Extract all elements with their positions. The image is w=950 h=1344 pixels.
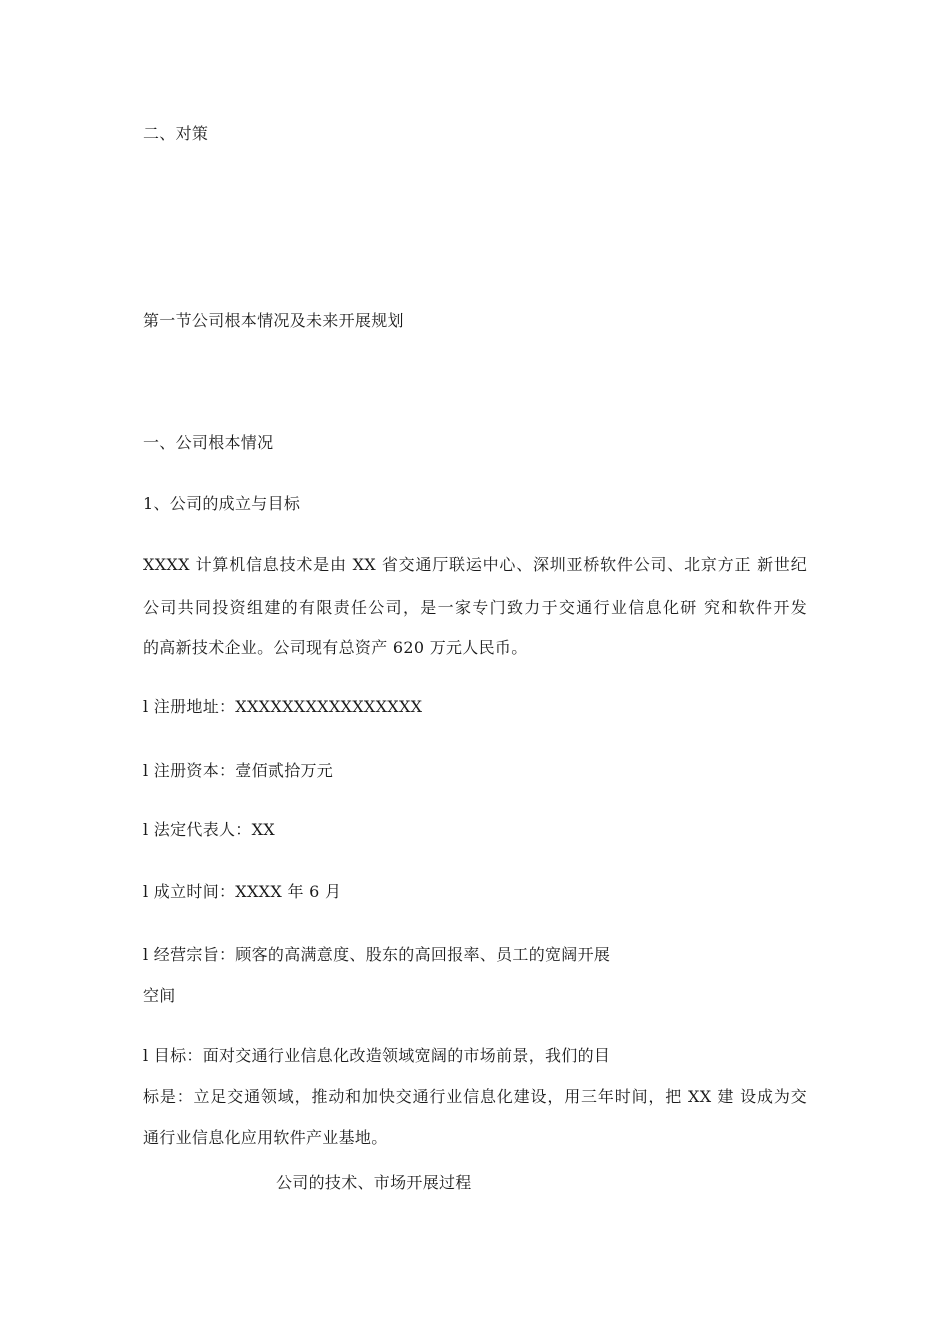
fact-goal-line-3: 通行业信息化应用软件产业基地。 — [143, 1128, 388, 1147]
fact-registered-capital: l 注册资本：壹佰贰拾万元 — [143, 761, 334, 780]
fact-goal-line-2: 标是：立足交通领域，推动和加快交通行业信息化建设，用三年时间，把 XX 建 设成为交 — [143, 1087, 807, 1106]
fact-legal-representative: l 法定代表人：XX — [143, 820, 275, 839]
intro-paragraph-line-3: 的高新技术企业。公司现有总资产 620 万元人民币。 — [143, 638, 528, 657]
heading-countermeasures: 二、对策 — [143, 124, 209, 143]
subsection-basic-info: 一、公司根本情况 — [143, 433, 274, 452]
fact-registered-address: l 注册地址：XXXXXXXXXXXXXXXX — [143, 697, 423, 716]
fact-business-purpose-line-1: l 经营宗旨：顾客的高满意度、股东的高回报率、员工的宽阔开展 — [143, 945, 611, 964]
subsection-tech-market-history: 公司的技术、市场开展过程 — [276, 1173, 472, 1192]
intro-paragraph-line-2: 公司共同投资组建的有限责任公司，是一家专门致力于交通行业信息化研 究和软件开发 — [143, 598, 807, 617]
fact-business-purpose-line-2: 空间 — [143, 986, 176, 1005]
section-title: 第一节公司根本情况及未来开展规划 — [143, 311, 404, 330]
intro-paragraph-line-1: XXXX 计算机信息技术是由 XX 省交通厅联运中心、深圳亚桥软件公司、北京方正 新世纪 — [143, 555, 807, 574]
item-founding-and-goals: 1、公司的成立与目标 — [143, 494, 301, 513]
fact-established-date: l 成立时间：XXXX 年 6 月 — [143, 882, 342, 901]
fact-goal-line-1: l 目标：面对交通行业信息化改造领域宽阔的市场前景，我们的目 — [143, 1046, 611, 1065]
